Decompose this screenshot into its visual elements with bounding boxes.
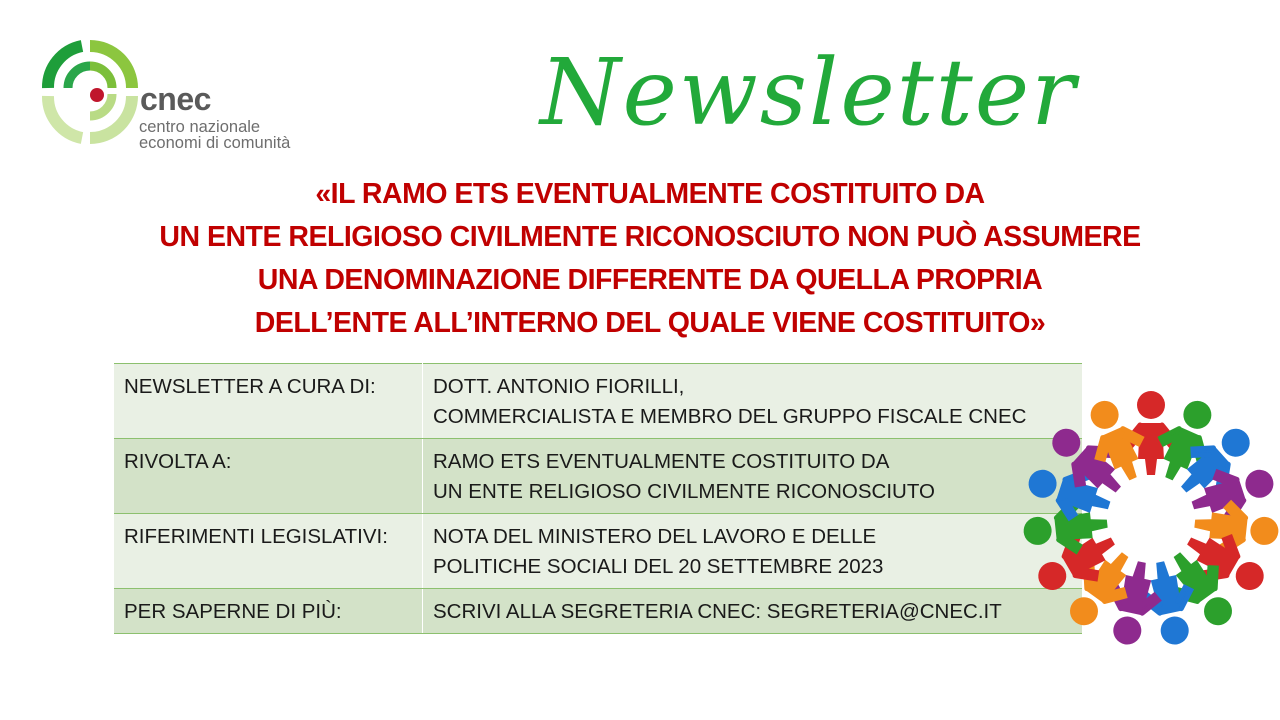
newsletter-title: Newsletter bbox=[540, 39, 1078, 146]
row-label: RIVOLTA A: bbox=[114, 439, 423, 514]
row-label: PER SAPERNE DI PIÙ: bbox=[114, 589, 423, 634]
row-value-line-2: POLITICHE SOCIALI DEL 20 SETTEMBRE 2023 bbox=[433, 555, 884, 578]
table-row bbox=[114, 364, 1082, 439]
table-row bbox=[114, 589, 1082, 634]
row-value-line-1: NOTA DEL MINISTERO DEL LAVORO E DELLE bbox=[433, 525, 877, 548]
row-value-line-1: DOTT. ANTONIO FIORILLI, bbox=[433, 375, 685, 398]
headline-line-3: UNA DENOMINAZIONE DIFFERENTE DA QUELLA PROPRIA bbox=[257, 264, 1043, 296]
row-value-line-2: UN ENTE RELIGIOSO CIVILMENTE RICONOSCIUTO bbox=[433, 480, 935, 503]
table-row bbox=[114, 439, 1082, 514]
info-table bbox=[114, 363, 1082, 634]
row-value-line-2: COMMERCIALISTA E MEMBRO DEL GRUPPO FISCALE CNEC bbox=[433, 405, 1027, 428]
row-value bbox=[423, 439, 1083, 514]
row-value bbox=[423, 364, 1083, 439]
row-value bbox=[423, 589, 1083, 634]
headline bbox=[80, 173, 1220, 345]
logo-brand: cnec bbox=[140, 81, 211, 117]
people-circle-icon bbox=[1022, 390, 1280, 648]
row-label: NEWSLETTER A CURA DI: bbox=[114, 364, 423, 439]
row-value-line-1: RAMO ETS EVENTUALMENTE COSTITUITO DA bbox=[433, 450, 890, 473]
row-value bbox=[423, 514, 1083, 589]
table-row bbox=[114, 514, 1082, 589]
headline-line-4: DELL’ENTE ALL’INTERNO DEL QUALE VIENE COSTITUITO» bbox=[254, 307, 1046, 339]
logo-subtitle bbox=[139, 119, 290, 151]
headline-line-1: «IL RAMO ETS EVENTUALMENTE COSTITUITO DA bbox=[315, 178, 985, 210]
logo-subtitle-line-2: economi di comunità bbox=[139, 134, 291, 152]
row-value-line-1: SCRIVI ALLA SEGRETERIA CNEC: SEGRETERIA@CNEC.IT bbox=[433, 600, 1002, 623]
people-ring bbox=[1022, 391, 1280, 648]
cnec-logo bbox=[40, 38, 350, 156]
headline-line-2: UN ENTE RELIGIOSO CIVILMENTE RICONOSCIUTO NON PUÒ ASSUMERE bbox=[159, 221, 1141, 253]
row-label: RIFERIMENTI LEGISLATIVI: bbox=[114, 514, 423, 589]
logo-subtitle-line-1: centro nazionale bbox=[139, 118, 261, 136]
cnec-swirl-logo-icon bbox=[40, 38, 150, 156]
